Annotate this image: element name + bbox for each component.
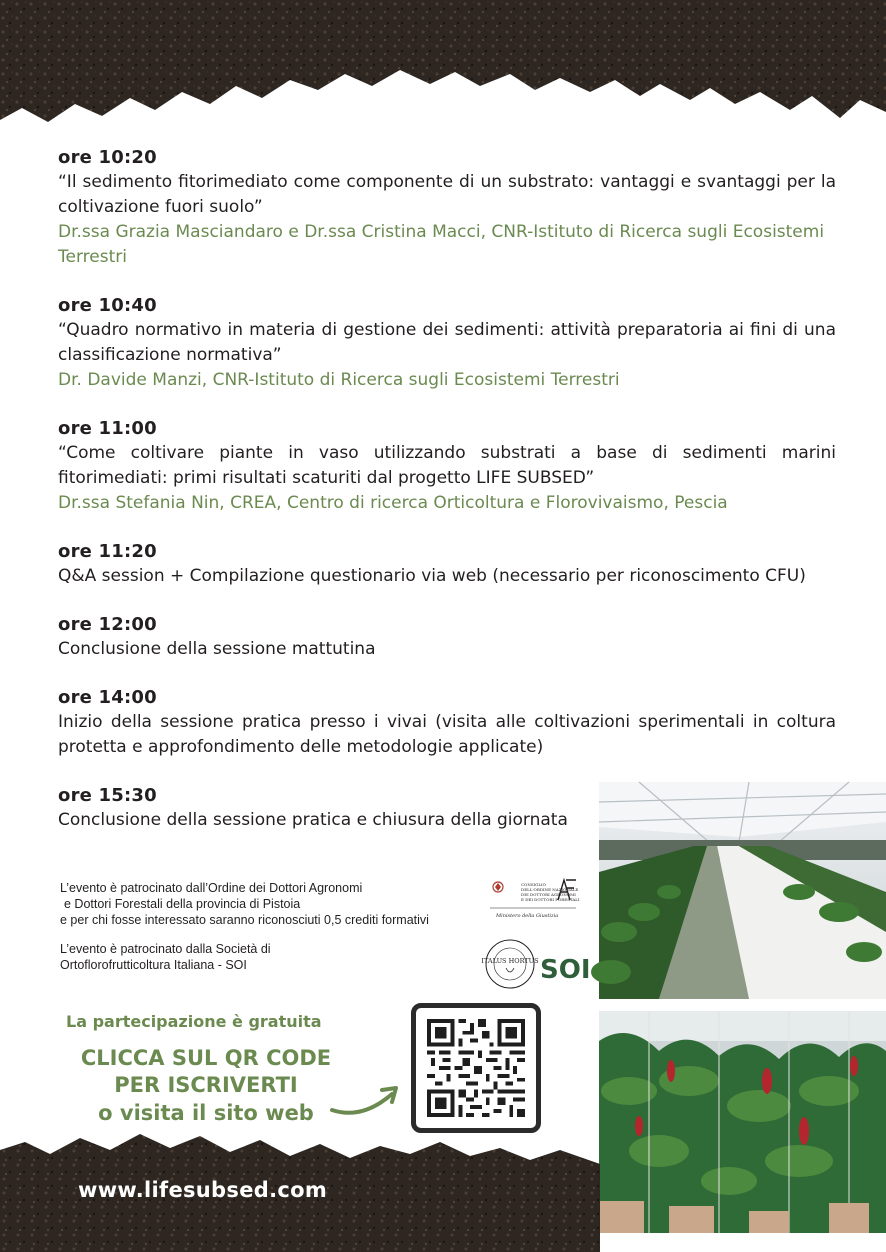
slot-title: “Quadro normativo in materia di gestione dei sedimenti: attività preparatoria ai fini di una classificazione normativa” [58,320,836,365]
soi-mark: SOI [540,955,591,985]
conaf-text-2: DELL'ORDINE NAZIONALE [521,887,579,892]
registration-cta [46,1045,366,1128]
conaf-text-4: E DEI DOTTORI FORESTALI [521,897,580,902]
slot-time: ore 11:00 [58,418,157,439]
slot-time: ore 10:20 [58,147,157,168]
italian-emblem-icon [493,882,503,892]
soi-seal-text: ITALUS HORTUS [481,957,539,965]
slot-speaker: Dr.ssa Grazia Masciandaro e Dr.ssa Cristina Macci, CNR-Istituto di Ricerca sugli Ecosistemi Terrestri [58,222,825,267]
soil-header-image [0,0,886,135]
agenda-slot [58,417,836,516]
slot-speaker: Dr.ssa Stefania Nin, CREA, Centro di ricerca Orticoltura e Florovivaismo, Pescia [58,493,728,513]
slot-title: “Come coltivare piante in vaso utilizzando substrati a base di sedimenti marini fitorimediati: primi risultati scaturiti dal progetto LIFE SUBSED” [58,443,836,488]
conaf-text-1: CONSIGLIO [521,882,546,887]
patronage-soi-line1: L’evento è patrocinato dalla Società di [60,942,271,956]
cta-line-2: PER ISCRIVERTI [114,1073,298,1097]
patronage-conaf-line2: e Dottori Forestali della provincia di Pistoia [64,897,301,911]
agenda [58,146,836,857]
slot-time: ore 14:00 [58,687,157,708]
slot-time: ore 11:20 [58,541,157,562]
slot-title: Conclusione della sessione pratica e chiusura della giornata [58,810,568,830]
slot-title: “Il sedimento fitorimediato come componente di un substrato: vantaggi e svantaggi per la coltivazione fuori suolo” [58,172,836,217]
agenda-slot [58,686,836,760]
cta-line-3: o visita il sito web [98,1101,314,1125]
conaf-ministry: Ministero della Giustizia [496,913,559,919]
slot-title: Q&A session + Compilazione questionario via web (necessario per riconoscimento CFU) [58,566,806,586]
slot-time: ore 15:30 [58,785,157,806]
conaf-text-3: DEI DOTTORI AGRONOMI [521,892,576,897]
cta-line-1: CLICCA SUL QR CODE [80,1046,332,1070]
website-url[interactable]: www.lifesubsed.com [78,1178,328,1202]
soi-logo [481,936,591,992]
greenhouse-photo [599,782,886,999]
slot-title: Conclusione della sessione mattutina [58,639,376,659]
conaf-logo [488,876,578,922]
patronage-conaf-line3: e per chi fosse interessato saranno riconosciuti 0,5 crediti formativi [60,913,429,927]
agenda-slot [58,146,836,270]
qr-code-icon[interactable] [411,1003,541,1133]
slot-speaker: Dr. Davide Manzi, CNR-Istituto di Ricerca sugli Ecosistemi Terrestri [58,370,620,390]
patronage-soi-line2: Ortoflorofrutticoltura Italiana - SOI [60,958,247,972]
agenda-slot [58,294,836,393]
agenda-slot [58,613,836,662]
curved-arrow-icon [326,1080,406,1120]
slot-title: Inizio della sessione pratica presso i vivai (visita alle coltivazioni sperimentali in coltura protetta e approfondimento delle metodologie applicate) [58,712,836,757]
patronage-notes [60,880,480,986]
slot-time: ore 12:00 [58,614,157,635]
free-participation-note: La partecipazione è gratuita [66,1012,322,1031]
slot-time: ore 10:40 [58,295,157,316]
agenda-slot [58,784,588,833]
patronage-conaf-line1: L’evento è patrocinato dall’Ordine dei Dottori Agronomi [60,881,363,895]
agenda-slot [58,540,836,589]
